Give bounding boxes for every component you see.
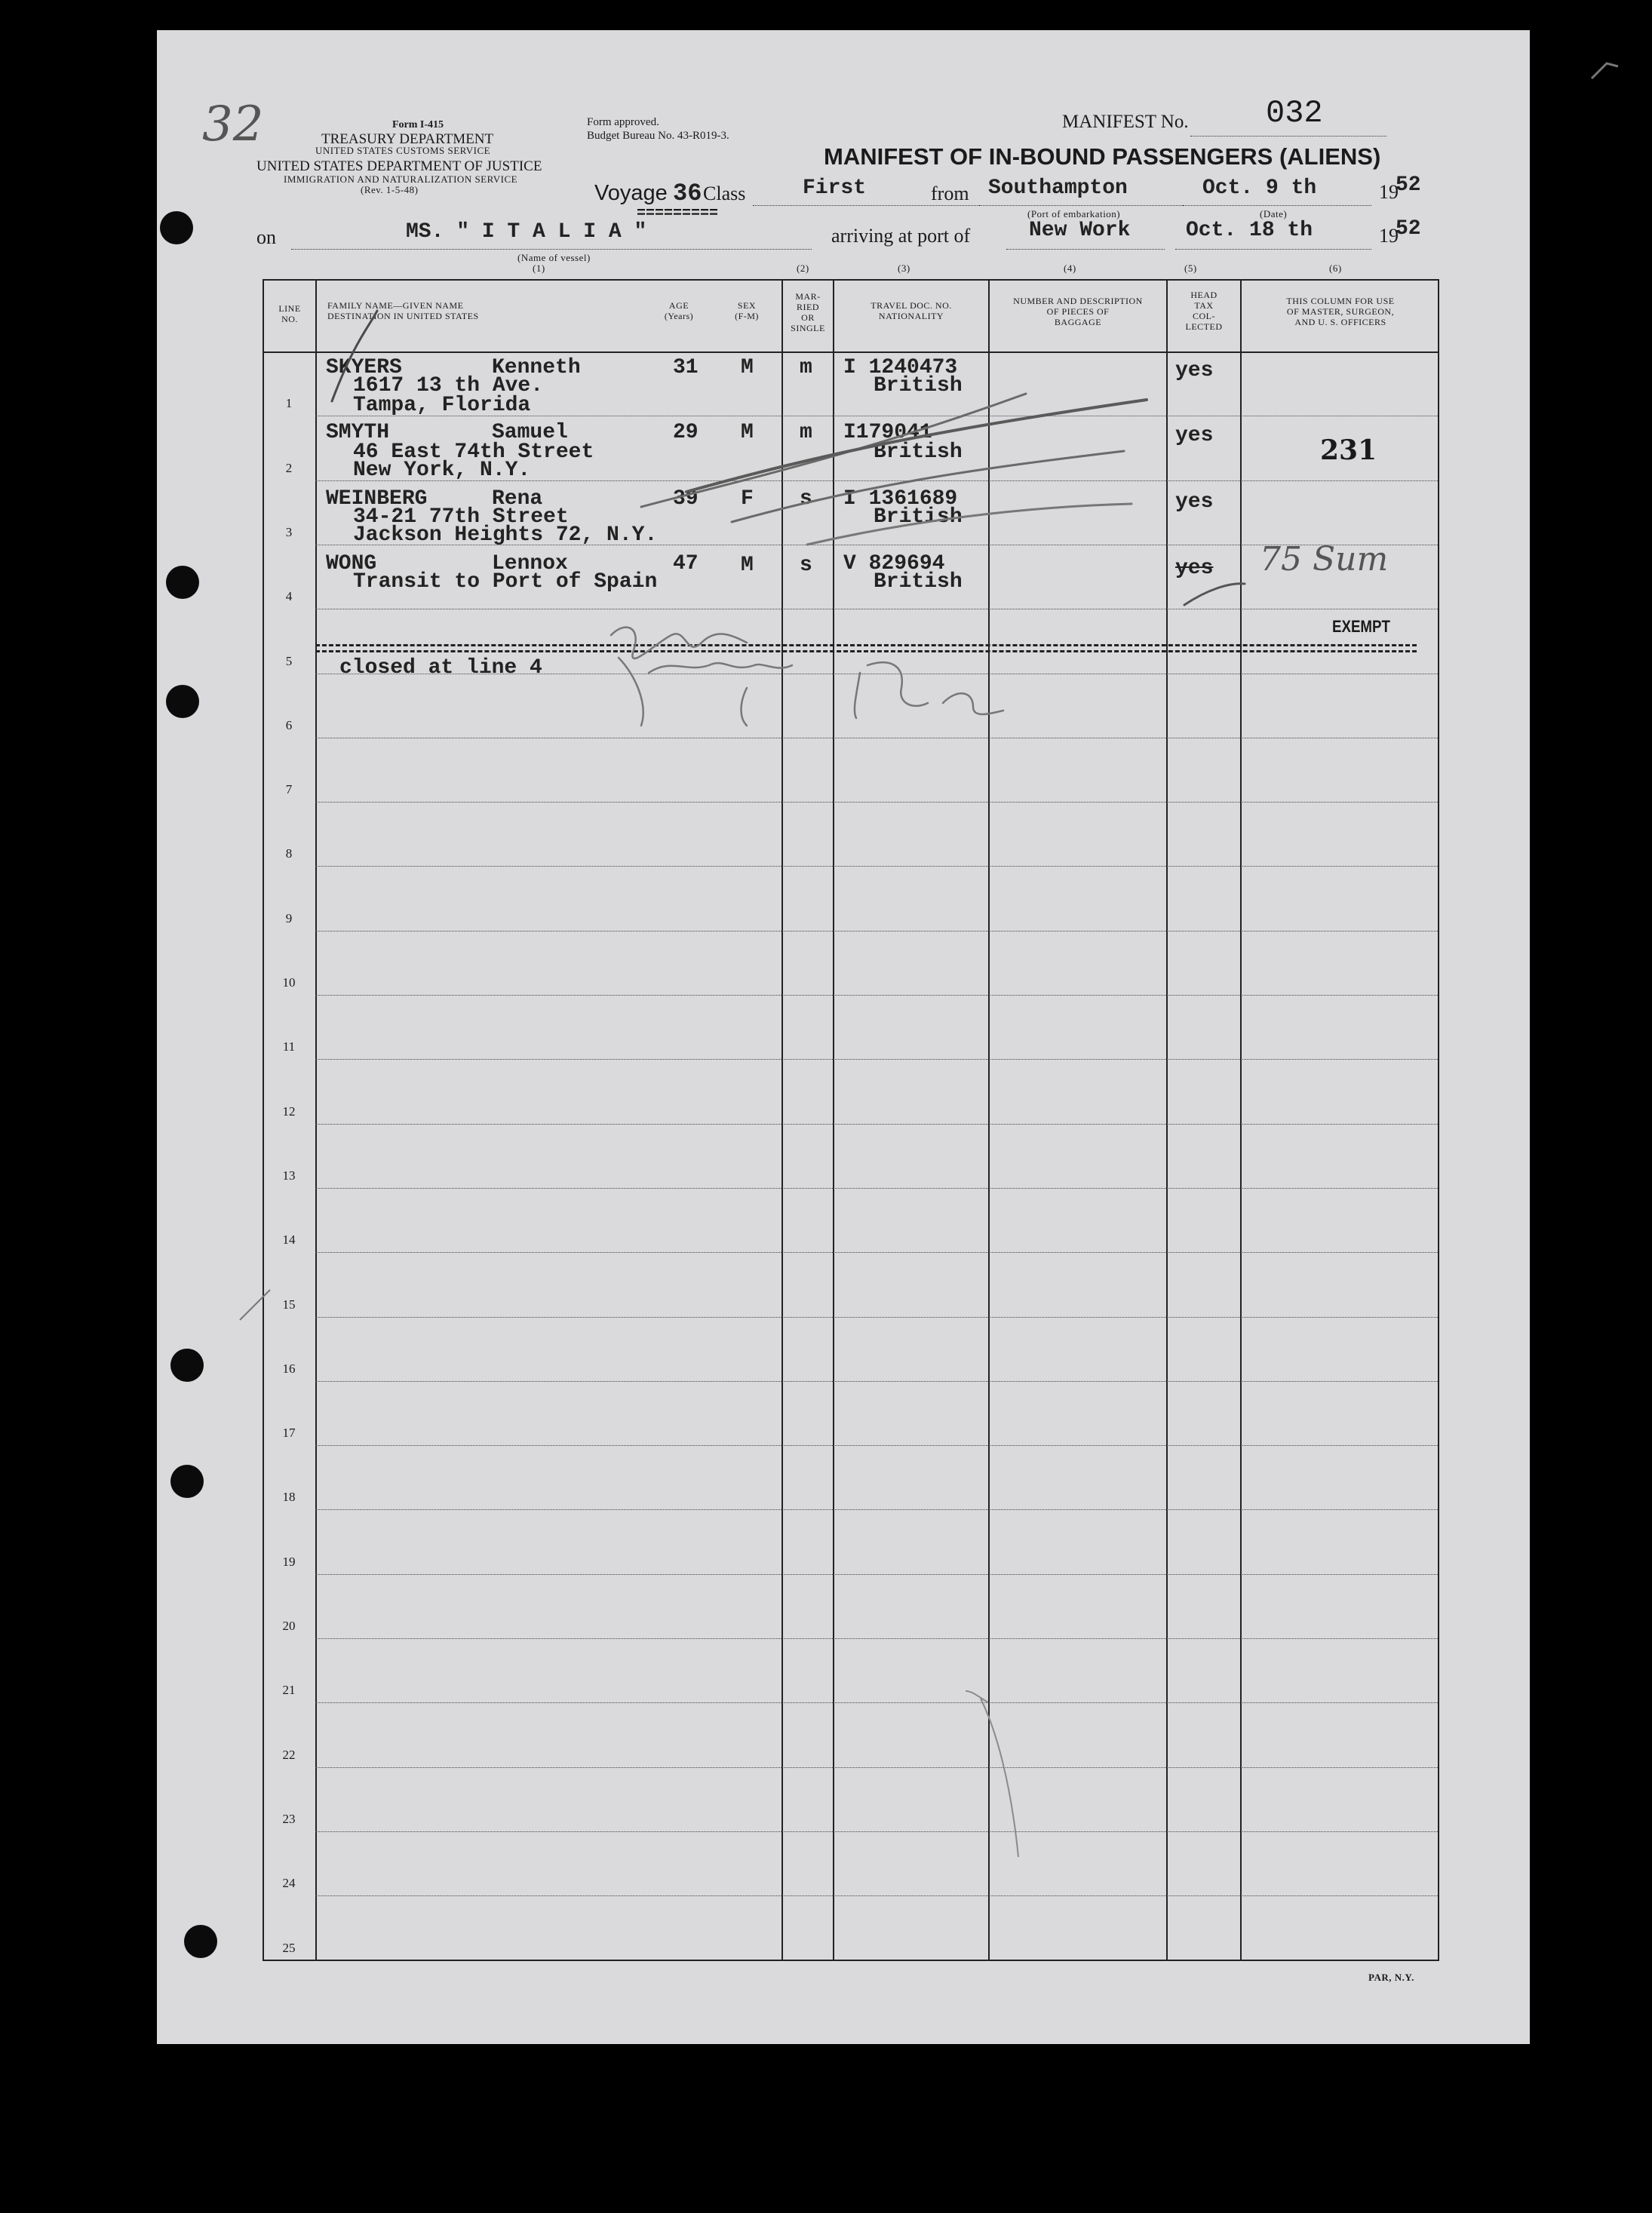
- passenger-head-tax: yes: [1175, 490, 1214, 514]
- passenger-address: Tampa, Florida: [353, 394, 531, 417]
- class-value: First: [803, 176, 867, 200]
- vessel-rule: [291, 249, 812, 250]
- vessel-caption: (Name of vessel): [517, 252, 591, 263]
- corner-handwritten-number: 32: [202, 97, 264, 152]
- passenger-head-tax: yes: [1175, 424, 1214, 447]
- passenger-given-name: Rena: [492, 487, 543, 511]
- passenger-age: 31: [673, 356, 699, 379]
- passenger-table: [263, 279, 1439, 1961]
- passenger-head-tax: yes: [1175, 557, 1214, 580]
- dep-year: 52: [1396, 173, 1421, 197]
- line-number: 12: [282, 1103, 296, 1119]
- passenger-sex: M: [741, 356, 754, 379]
- line-number: 13: [282, 1168, 296, 1183]
- line-number: 2: [285, 460, 293, 475]
- on-label: on: [256, 226, 276, 248]
- line-number: 4: [285, 589, 293, 604]
- pencil-tick: [232, 1282, 278, 1327]
- class-label: Class: [703, 183, 746, 204]
- column-number: (1): [533, 262, 545, 274]
- passenger-sex: M: [741, 554, 754, 577]
- passenger-given-name: Kenneth: [492, 356, 581, 379]
- exempt-stamp: EXEMPT: [1332, 617, 1390, 636]
- column-number: (6): [1329, 262, 1342, 274]
- passenger-given-name: Lennox: [492, 552, 568, 576]
- line-number: 23: [282, 1811, 296, 1826]
- pencil-marks: [264, 281, 1438, 1960]
- passenger-surname: WONG: [326, 552, 377, 576]
- column-number: (2): [797, 262, 809, 274]
- passenger-surname: SKYERS: [326, 356, 402, 379]
- header-age: AGE (Years): [664, 300, 694, 321]
- passenger-address: New York, N.Y.: [353, 459, 531, 482]
- passenger-address: 1617 13 th Ave.: [353, 374, 544, 397]
- passenger-address: 46 East 74th Street: [353, 440, 594, 464]
- passenger-surname: WEINBERG: [326, 487, 428, 511]
- punch-hole: [184, 1925, 217, 1958]
- header-name: FAMILY NAME—GIVEN NAME DESTINATION IN UNITED STATES: [327, 300, 479, 321]
- header-line-no: LINE NO.: [278, 303, 301, 324]
- passenger-address: Jackson Heights 72, N.Y.: [353, 523, 658, 547]
- date-caption: (Date): [1260, 208, 1288, 219]
- line-number: 5: [285, 653, 293, 668]
- arr-year-prefix: 19: [1379, 225, 1399, 247]
- line-number: 14: [282, 1232, 296, 1248]
- from-label: from: [931, 183, 969, 204]
- column-number: (3): [898, 262, 910, 274]
- customs-service: UNITED STATES CUSTOMS SERVICE: [315, 145, 491, 156]
- passenger-address: Transit to Port of Spain: [353, 570, 658, 594]
- passenger-nationality: British: [874, 440, 963, 464]
- line-number: 7: [285, 782, 293, 797]
- treasury-dept: TREASURY DEPARTMENT: [321, 131, 494, 147]
- header-head-tax: HEAD TAX COL- LECTED: [1185, 290, 1223, 332]
- passenger-marital: m: [800, 421, 812, 444]
- line-number: 17: [282, 1426, 296, 1441]
- officer-handwritten-note: 75 Sum: [1260, 540, 1389, 579]
- punch-hole: [166, 685, 199, 718]
- manifest-page: [157, 30, 1530, 2044]
- line-number: 16: [282, 1361, 296, 1376]
- passenger-age: 29: [673, 421, 699, 444]
- header-officers: THIS COLUMN FOR USE OF MASTER, SURGEON, AND U. S. OFFICERS: [1286, 296, 1395, 327]
- punch-hole: [170, 1465, 204, 1498]
- manifest-no-rule: [1190, 136, 1386, 137]
- line-number: 18: [282, 1490, 296, 1505]
- form-approved: Form approved.: [587, 116, 659, 128]
- passenger-nationality: British: [874, 374, 963, 397]
- passenger-given-name: Samuel: [492, 421, 568, 444]
- punch-hole: [166, 566, 199, 599]
- voyage-number: 36: [673, 180, 702, 207]
- line-number: 11: [282, 1039, 296, 1054]
- from-port: Southampton: [988, 176, 1128, 200]
- closed-at-line-note: closed at line 4: [339, 656, 542, 680]
- vessel-name: MS. " I T A L I A ": [406, 220, 647, 244]
- line-number: 25: [282, 1940, 296, 1955]
- arr-year: 52: [1396, 217, 1421, 241]
- line-number: 22: [282, 1747, 296, 1762]
- line-number: 19: [282, 1554, 296, 1569]
- manifest-title: MANIFEST OF IN-BOUND PASSENGERS (ALIENS): [824, 143, 1381, 170]
- revision-date: (Rev. 1-5-48): [361, 184, 419, 195]
- passenger-nationality: British: [874, 505, 963, 529]
- passenger-doc-no: I179041: [843, 421, 932, 444]
- line-number: 24: [282, 1876, 296, 1891]
- header-travel-doc: TRAVEL DOC. NO. NATIONALITY: [871, 300, 952, 321]
- punch-hole: [160, 211, 193, 244]
- passenger-head-tax: yes: [1175, 359, 1214, 382]
- line-number: 8: [285, 846, 293, 861]
- line-number: 15: [282, 1297, 296, 1312]
- edge-mark: [1584, 48, 1629, 94]
- line-number: 21: [282, 1683, 296, 1698]
- passenger-marital: s: [800, 554, 812, 577]
- header-married: MAR- RIED OR SINGLE: [791, 291, 825, 333]
- form-number: Form I-415: [392, 119, 444, 130]
- passenger-age: 39: [673, 487, 699, 511]
- manifest-number: 032: [1266, 95, 1323, 131]
- arriving-label: arriving at port of: [831, 225, 971, 247]
- passenger-marital: s: [800, 487, 812, 511]
- column-number: (5): [1184, 262, 1197, 274]
- header-baggage: NUMBER AND DESCRIPTION OF PIECES OF BAGGAGE: [1013, 296, 1143, 327]
- officer-note: 231: [1320, 434, 1377, 466]
- line-number: 10: [282, 975, 296, 990]
- departure-date: Oct. 9 th: [1202, 176, 1317, 200]
- passenger-nationality: British: [874, 570, 963, 594]
- dep-date-rule: [1183, 205, 1371, 206]
- passenger-surname: SMYTH: [326, 421, 390, 444]
- voyage-underline: =========: [637, 205, 719, 223]
- justice-dept: UNITED STATES DEPARTMENT OF JUSTICE: [256, 158, 542, 174]
- arrival-date: Oct. 18 th: [1186, 219, 1313, 242]
- line-number: 3: [285, 524, 293, 539]
- passenger-doc-no: I 1361689: [843, 487, 958, 511]
- passenger-marital: m: [800, 356, 812, 379]
- passenger-age: 47: [673, 552, 699, 576]
- arrival-port: New Work: [1029, 219, 1131, 242]
- passenger-address: 34-21 77th Street: [353, 505, 569, 529]
- passenger-doc-no: I 1240473: [843, 356, 958, 379]
- passenger-sex: F: [741, 487, 754, 511]
- passenger-sex: M: [741, 421, 754, 444]
- budget-bureau: Budget Bureau No. 43-R019-3.: [587, 130, 729, 142]
- port-embarkation-caption: (Port of embarkation): [1027, 208, 1121, 219]
- header-sex: SEX (F-M): [735, 300, 759, 321]
- immigration-service: IMMIGRATION AND NATURALIZATION SERVICE: [284, 173, 518, 185]
- arrival-port-rule: [1006, 249, 1165, 250]
- manifest-no-label: MANIFEST No.: [1062, 112, 1189, 132]
- printer-mark: PAR, N.Y.: [1368, 1972, 1414, 1983]
- line-number: 1: [285, 396, 293, 411]
- line-number: 9: [285, 910, 293, 925]
- voyage-label: Voyage: [594, 181, 668, 205]
- dep-year-prefix: 19: [1379, 181, 1399, 203]
- column-number: (4): [1064, 262, 1076, 274]
- line-number: 6: [285, 717, 293, 732]
- passenger-doc-no: V 829694: [843, 552, 945, 576]
- line-number: 20: [282, 1619, 296, 1633]
- punch-hole: [170, 1349, 204, 1382]
- arrival-date-rule: [1175, 249, 1371, 250]
